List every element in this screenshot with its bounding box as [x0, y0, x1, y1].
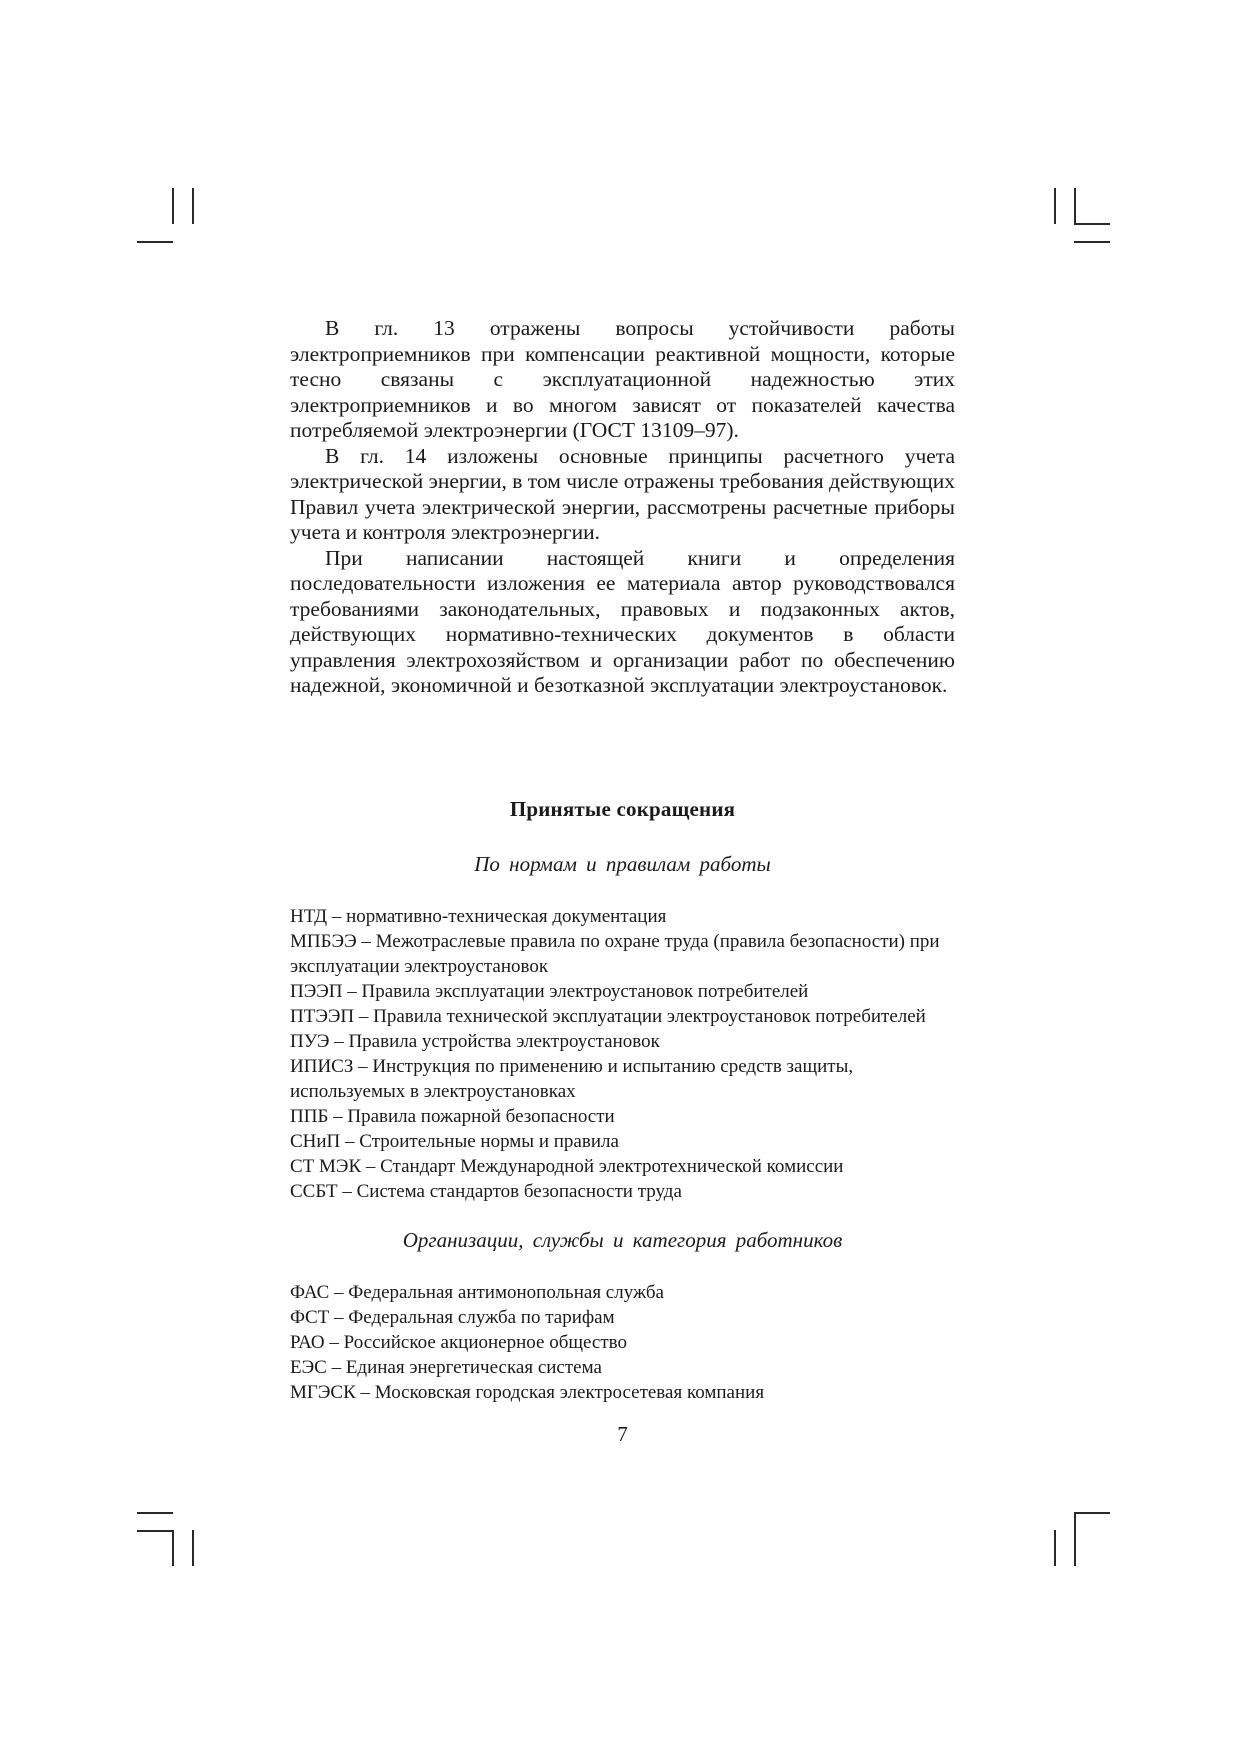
crop-mark — [137, 1512, 173, 1514]
paragraph: В гл. 13 отражены вопросы устойчивости работы электроприемников при компенсации реактивной мощности, которые тесно связаны с эксплуатационной надежностью этих электроприемников и во многом зависят от показателей качества потребляемой электроэнергии (ГОСТ 13109–97). — [290, 316, 955, 442]
list-item: СТ МЭК – Стандарт Международной электротехнической комиссии — [290, 1156, 844, 1177]
crop-mark — [1054, 188, 1056, 224]
list-item: ФАС – Федеральная антимонопольная служба — [290, 1282, 664, 1303]
paragraph: В гл. 14 изложены основные принципы расчетного учета электрической энергии, в том числе отражены требования действующих Правил учета электрической энергии, рассмотрены расчетные приборы учета и контроля электроэнергии. — [290, 443, 955, 544]
list-item: ССБТ – Система стандартов безопасности труда — [290, 1181, 682, 1202]
subsection-title: По нормам и правилам работы — [474, 852, 771, 876]
page-number: 7 — [617, 1422, 628, 1446]
list-item: ППБ – Правила пожарной безопасности — [290, 1106, 615, 1127]
crop-mark — [1074, 1512, 1076, 1566]
paragraph: При написании настоящей книги и определения последовательности изложения ее материала автор руководствовался требованиями законодательных, правовых и подзаконных актов, действующих нормативно-технических документов в области управления электрохозяйством и организации работ по обеспечению надежной, экономичной и безотказной эксплуатации электроустановок. — [290, 545, 955, 697]
list-item: МПБЭЭ – Межотраслевые правила по охране труда (правила безопасности) при эксплуатации электроустановок — [290, 931, 940, 977]
list-item: НТД – нормативно-техническая документация — [290, 906, 667, 927]
list-item: ЕЭС – Единая энергетическая система — [290, 1357, 602, 1378]
section-heading: Принятые сокращения — [509, 797, 736, 821]
crop-mark — [1074, 241, 1110, 243]
crop-mark — [1074, 1512, 1110, 1514]
subsection-title: Организации, службы и категория работников — [402, 1228, 843, 1252]
crop-mark — [1054, 1530, 1056, 1566]
crop-mark — [1074, 223, 1110, 225]
abbreviation-list — [290, 1280, 955, 1405]
crop-mark — [172, 188, 174, 224]
abbreviation-list — [290, 904, 955, 1204]
crop-mark — [137, 1530, 173, 1532]
intro-text — [290, 316, 955, 699]
list-item: РАО – Российское акционерное общество — [290, 1332, 627, 1353]
list-item: СНиП – Строительные нормы и правила — [290, 1131, 619, 1152]
list-item: МГЭСК – Московская городская электросетевая компания — [290, 1382, 765, 1403]
list-item: ФСТ – Федеральная служба по тарифам — [290, 1307, 615, 1328]
crop-mark — [172, 1530, 174, 1566]
list-item: ПУЭ – Правила устройства электроустановок — [290, 1031, 660, 1052]
crop-mark — [137, 241, 173, 243]
list-item: ПТЭЭП – Правила технической эксплуатации электроустановок потребителей — [290, 1006, 926, 1027]
crop-mark — [192, 188, 194, 224]
list-item: ПЭЭП – Правила эксплуатации электроустановок потребителей — [290, 981, 809, 1002]
list-item: ИПИСЗ – Инструкция по применению и испытанию средств защиты, используемых в электроустановках — [290, 1056, 854, 1102]
crop-mark — [1074, 188, 1076, 224]
crop-mark — [192, 1530, 194, 1566]
